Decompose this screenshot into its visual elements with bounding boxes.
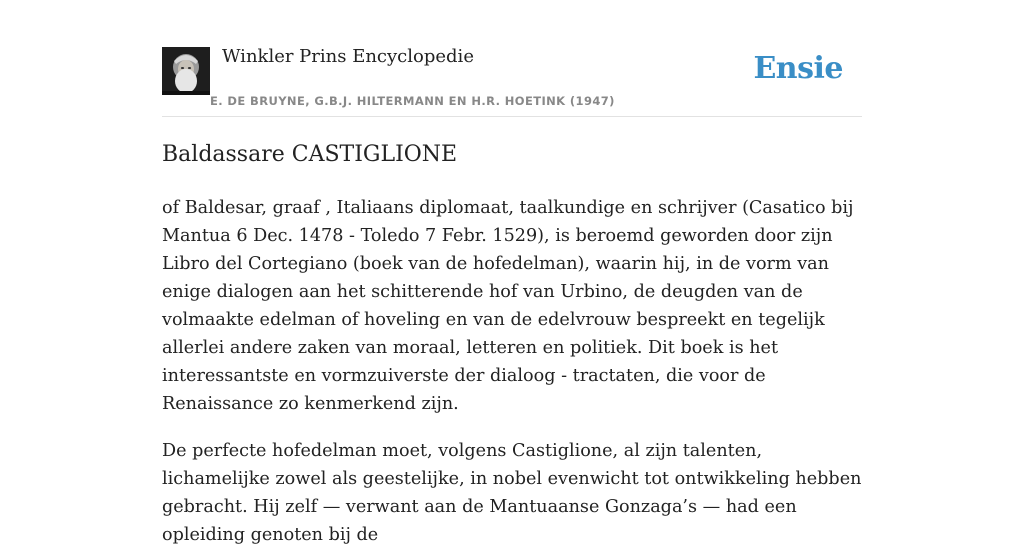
article-paragraph: of Baldesar, graaf , Italiaans diplomaat, taalkundige en schrijver (Casatico bij Mantua 6 Dec. 1478 - Toledo 7 Febr. 1529), is beroemd geworden door zijn Libro del Cortegiano (boek van de hofedelman), waarin hij, in de vorm van enige dialogen aan het schitterende hof van Urbino, de deugden van de volmaakte edelman of hoveling en van de edelvrouw bespreekt en tegelijk allerlei andere zaken van moraal, letteren en politiek. Dit boek is het interessantste en vormzuiverste der dialoog - tractaten, die voor de Renaissance zo kenmerkend zijn. [162,198,854,414]
site-name[interactable]: Winkler Prins Encyclopedie [222,46,474,67]
article [162,140,862,549]
article-paragraph: De perfecte hofedelman moet, volgens Castiglione, al zijn talenten, lichamelijke zowel als geestelijke, in nobel evenwicht tot ontwikkeling hebben gebracht. Hij zelf — verwant aan de Mantuaanse Gonzaga’s — had een opleiding genoten bij de [162,441,862,545]
ensie-logo[interactable]: Ensie [753,51,843,86]
portrait-image [162,47,210,95]
avatar[interactable] [162,47,210,95]
authors-byline: E. DE BRUYNE, G.B.J. HILTERMANN EN H.R. HOETINK (1947) [210,94,615,108]
site-header [162,0,862,117]
article-title: Baldassare CASTIGLIONE [162,142,458,167]
